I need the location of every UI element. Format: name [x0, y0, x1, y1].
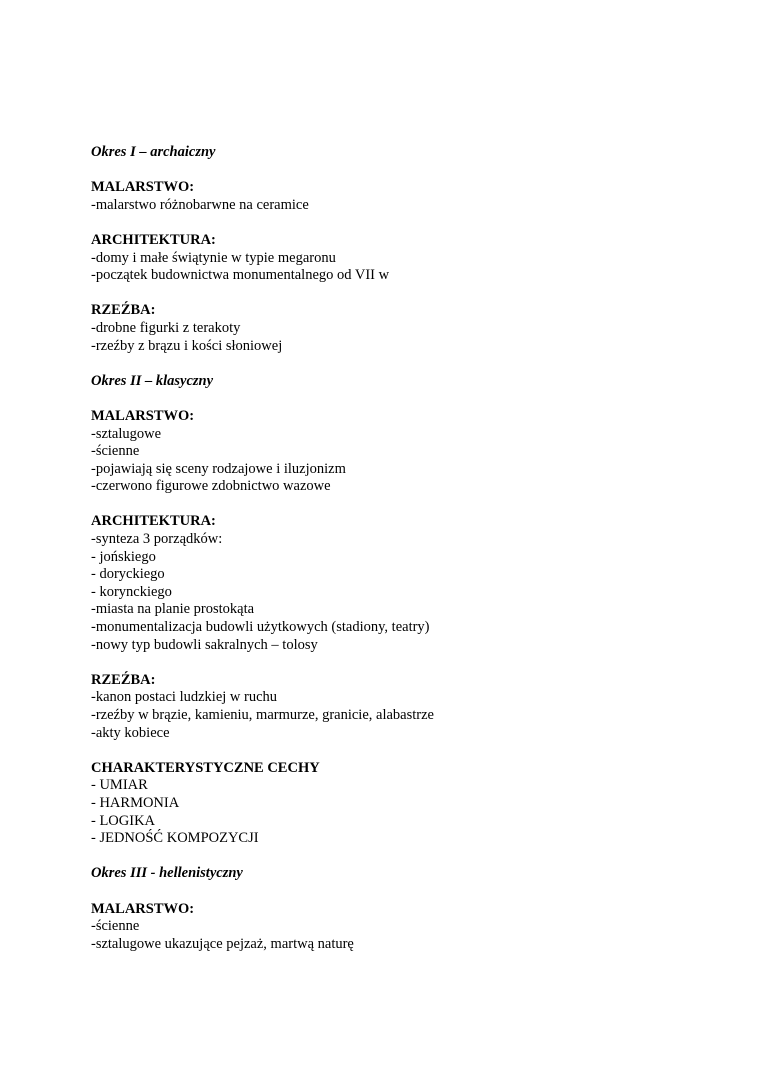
list-item: -akty kobiece [91, 724, 170, 741]
list-item: - jońskiego [91, 548, 156, 565]
section-heading: ARCHITEKTURA: [91, 513, 216, 530]
spacer [91, 390, 711, 408]
list-item: -ścienne [91, 918, 140, 935]
spacer [91, 883, 711, 901]
list-item: - HARMONIA [91, 794, 180, 811]
list-item: -drobne figurki z terakoty [91, 319, 241, 336]
list-item: -domy i małe świątynie w typie megaronu [91, 249, 336, 266]
list-item: - LOGIKA [91, 812, 156, 829]
period-title: Okres III - hellenistyczny [91, 865, 243, 882]
spacer [91, 496, 711, 514]
spacer [91, 162, 711, 180]
document-page [91, 144, 711, 953]
spacer [91, 742, 711, 760]
section-heading: RZEŹBA: [91, 671, 156, 688]
list-item: -miasta na planie prostokąta [91, 601, 255, 618]
section-heading: MALARSTWO: [91, 407, 195, 424]
list-item: -sztalugowe [91, 425, 162, 442]
list-item: -początek budownictwa monumentalnego od VII w [91, 267, 390, 284]
period-title: Okres II – klasyczny [91, 372, 214, 389]
spacer [91, 654, 711, 672]
list-item: -sztalugowe ukazujące pejzaż, martwą naturę [91, 935, 354, 952]
list-item: -nowy typ budowli sakralnych – tolosy [91, 636, 318, 653]
spacer [91, 214, 711, 232]
list-item: -rzeźby w brązie, kamieniu, marmurze, granicie, alabastrze [91, 707, 434, 723]
section-heading: CHARAKTERYSTYCZNE CECHY [91, 759, 320, 776]
list-item: -czerwono figurowe zdobnictwo wazowe [91, 478, 331, 495]
spacer [91, 285, 711, 303]
list-item: -rzeźby z brązu i kości słoniowej [91, 337, 283, 354]
period-title: Okres I – archaiczny [91, 144, 216, 160]
list-item: -ścienne [91, 443, 140, 460]
spacer [91, 848, 711, 866]
list-item: -kanon postaci ludzkiej w ruchu [91, 689, 278, 706]
section-heading: MALARSTWO: [91, 179, 195, 196]
list-item: -pojawiają się sceny rodzajowe i iluzjonizm [91, 460, 346, 477]
list-item: - JEDNOŚĆ KOMPOZYCJI [91, 830, 259, 847]
spacer [91, 355, 711, 373]
section-heading: MALARSTWO: [91, 900, 195, 917]
list-item: - doryckiego [91, 566, 165, 583]
list-item: -monumentalizacja budowli użytkowych (stadiony, teatry) [91, 619, 430, 636]
section-heading: RZEŹBA: [91, 302, 156, 319]
list-item: - korynckiego [91, 583, 172, 600]
list-item: - UMIAR [91, 777, 148, 794]
section-heading: ARCHITEKTURA: [91, 231, 216, 248]
list-item: -malarstwo różnobarwne na ceramice [91, 196, 309, 213]
list-item: -synteza 3 porządków: [91, 531, 223, 548]
